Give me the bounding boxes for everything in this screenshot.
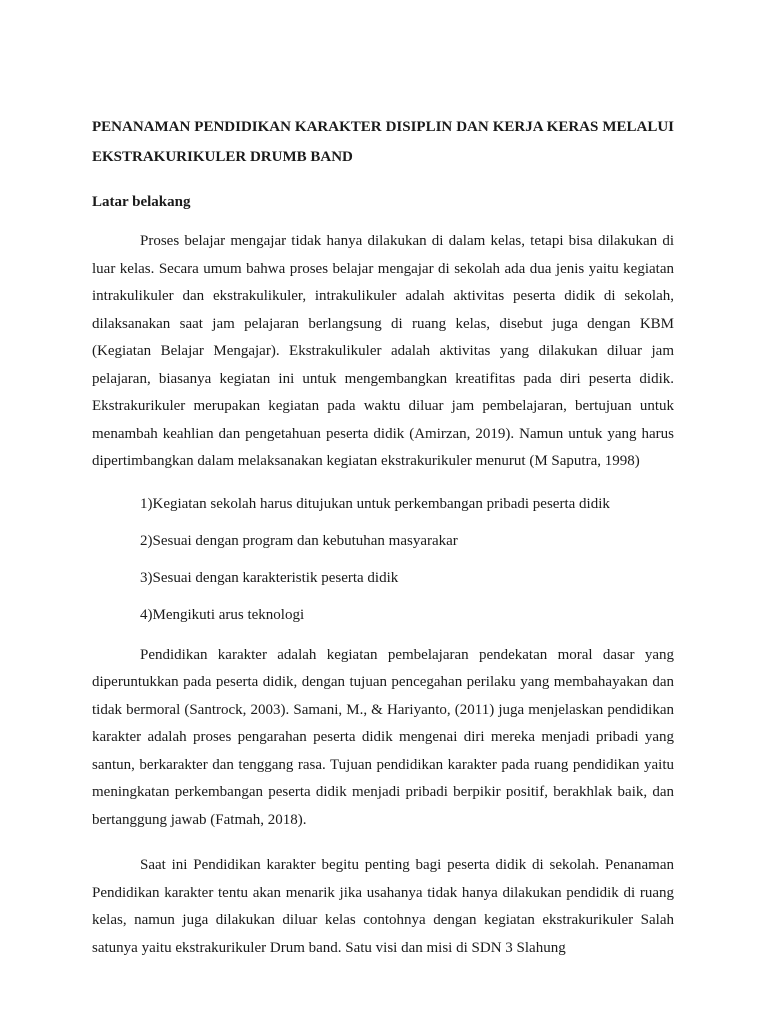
list-item: 2)Sesuai dengan program dan kebutuhan masyarakar (140, 532, 458, 549)
paragraph-intro: Proses belajar mengajar tidak hanya dilakukan di dalam kelas, tetapi bisa dilakukan di luar kelas. Secara umum bahwa proses belajar mengajar di sekolah ada dua jenis yaitu kegiatan intrakulikuler dan ekstrakulikuler, intrakulikuler adalah aktivitas peserta didik di sekolah, dilaksanakan saat jam pelajaran berlangsung di ruang kelas, disebut juga dengan KBM (Kegiatan Belajar Mengajar). Ekstrakulikuler adalah aktivitas yang dilakukan diluar jam pelajaran, biasanya kegiatan ini untuk mengembangkan kreatifitas pada diri peserta didik. Ekstrakurikuler merupakan kegiatan pada waktu diluar jam pembelajaran, bertujuan untuk menambah keahlian dan pengetahuan peserta didik (Amirzan, 2019). Namun untuk yang harus dipertimbangkan dalam melaksanakan kegiatan ekstrakurikuler menurut (M Saputra, 1998) (92, 233, 674, 469)
criteria-list (92, 494, 674, 625)
document-page (92, 112, 674, 980)
list-item: 1)Kegiatan sekolah harus ditujukan untuk perkembangan pribadi peserta didik (140, 495, 610, 512)
paragraph-drum-band: Saat ini Pendidikan karakter begitu penting bagi peserta didik di sekolah. Penanaman Pendidikan karakter tentu akan menarik jika usahanya tidak hanya dilakukan pendidik di ruang kelas, namun juga dilakukan diluar kelas contohnya dengan kegiatan ekstrakurikuler Salah satunya yaitu ekstrakurikuler Drum band. Satu visi dan misi di SDN 3 Slahung (92, 857, 674, 956)
list-item: 4)Mengikuti arus teknologi (140, 606, 305, 623)
document-title: PENANAMAN PENDIDIKAN KARAKTER DISIPLIN DAN KERJA KERAS MELALUI EKSTRAKURIKULER DRUMB BAND (92, 119, 674, 165)
list-item: 3)Sesuai dengan karakteristik peserta didik (140, 569, 399, 586)
paragraph-character-education: Pendidikan karakter adalah kegiatan pembelajaran pendekatan moral dasar yang diperuntukkan pada peserta didik, dengan tujuan pencegahan perilaku yang membahayakan dan tidak bermoral (Santrock, 2003). Samani, M., & Hariyanto, (2011) juga menjelaskan pendidikan karakter adalah proses pengarahan peserta didik mengenai diri mereka menjadi pribadi yang santun, berkarakter dan tenggang rasa. Tujuan pendidikan karakter pada ruang pendidikan yaitu meningkatan perkembangan peserta didik menjadi pribadi berpikir positif, berakhlak baik, dan bertanggung jawab (Fatmah, 2018). (92, 646, 674, 828)
section-heading: Latar belakang (92, 194, 191, 210)
